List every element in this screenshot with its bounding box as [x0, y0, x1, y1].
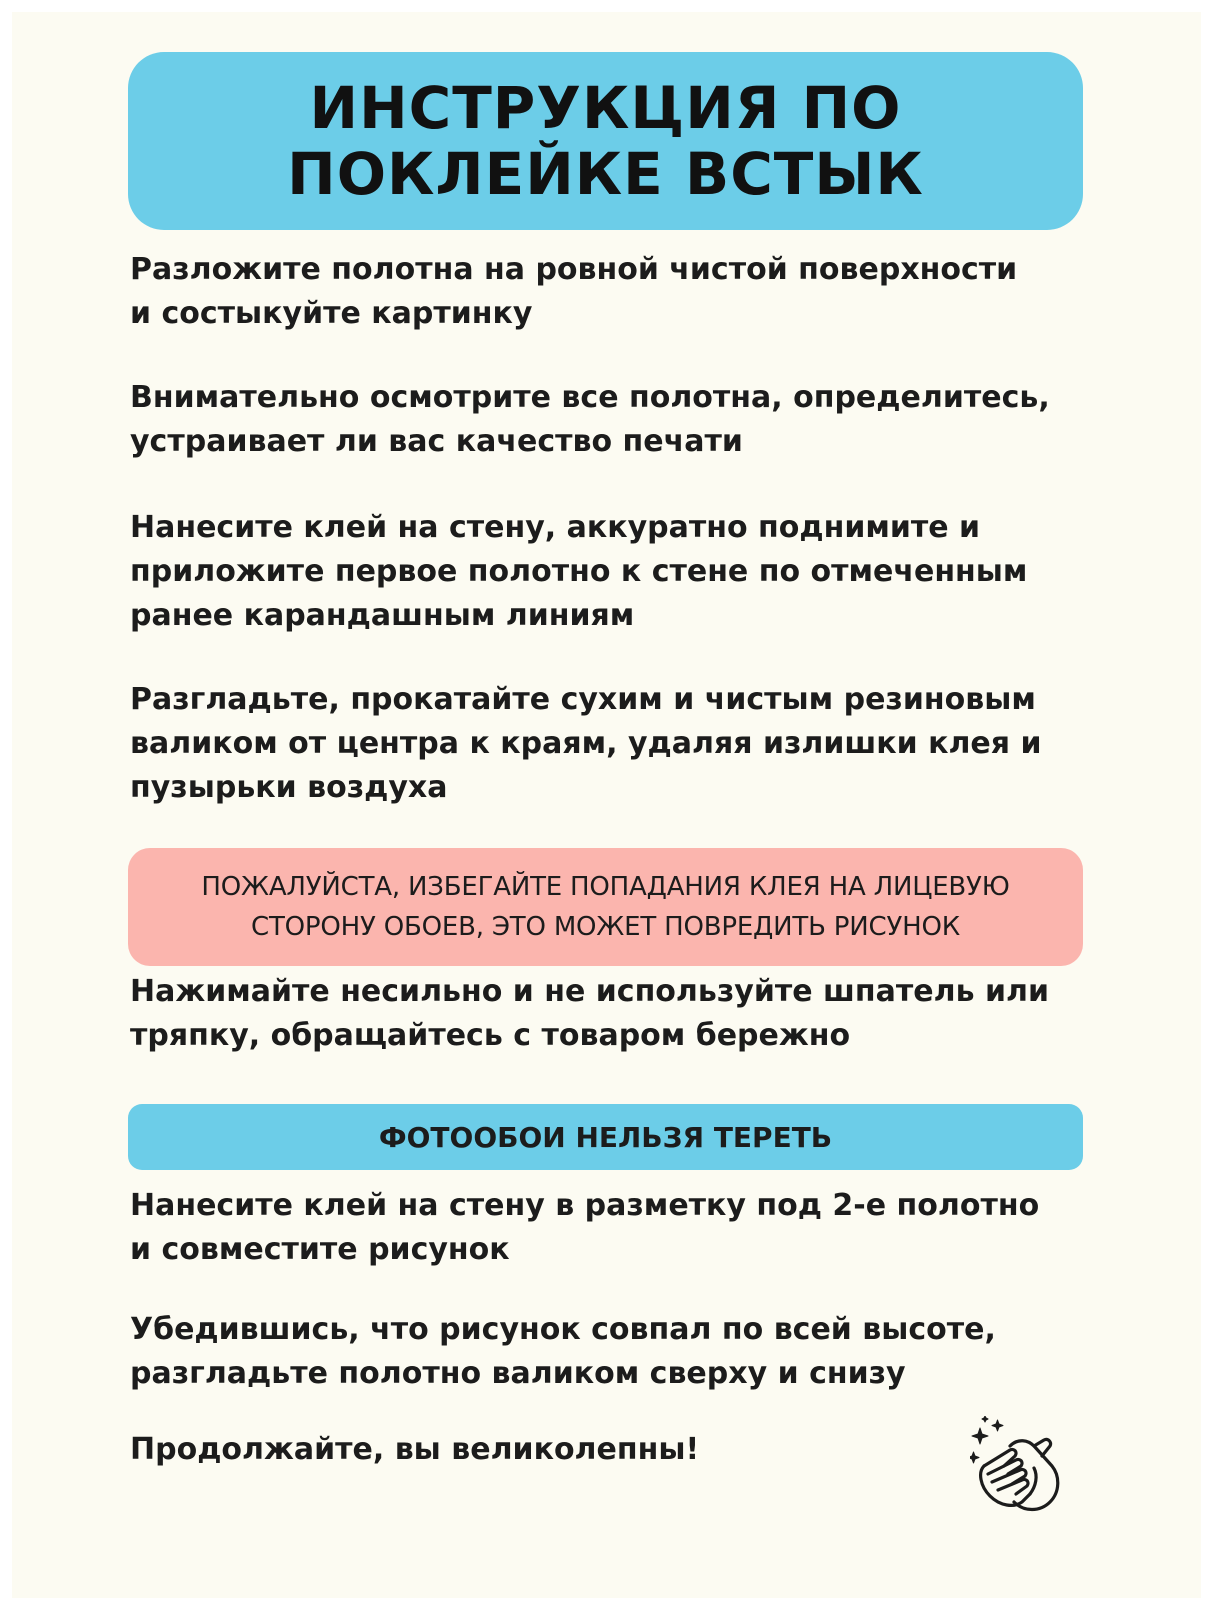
warning-line-1: ПОЖАЛУЙСТА, ИЗБЕГАЙТЕ ПОПАДАНИЯ КЛЕЯ НА ЛИЦЕВУЮ — [201, 872, 1010, 902]
step-4-line-2: валиком от центра к краям, удаляя излишки клея и — [130, 726, 1042, 761]
step-3-text — [130, 506, 1027, 638]
step-7-text — [130, 1308, 996, 1396]
note-banner — [128, 1104, 1083, 1170]
step-1-text — [130, 248, 1017, 336]
title-line-1: ИНСТРУКЦИЯ ПО — [309, 74, 902, 142]
step-1-line-1: Разложите полотна на ровной чистой поверхности — [130, 252, 1018, 287]
step-2-text — [130, 376, 1050, 464]
step-8-text — [130, 1428, 699, 1472]
instruction-poster — [12, 12, 1201, 1598]
title-banner — [128, 52, 1083, 230]
step-6-line-1: Нанесите клей на стену в разметку под 2-е полотно — [130, 1188, 1040, 1223]
step-5-text — [130, 970, 1049, 1058]
warning-banner — [128, 848, 1083, 966]
note-text: ФОТООБОИ НЕЛЬЗЯ ТЕРЕТЬ — [378, 1120, 833, 1154]
step-2-line-2: устраивает ли вас качество печати — [130, 424, 743, 459]
step-2-line-1: Внимательно осмотрите все полотна, определитесь, — [130, 380, 1050, 415]
step-1-line-2: и состыкуйте картинку — [130, 296, 533, 331]
step-5-line-2: тряпку, обращайтесь с товаром бережно — [130, 1018, 851, 1053]
step-7-line-2: разгладьте полотно валиком сверху и снизу — [130, 1356, 906, 1391]
step-4-text — [130, 678, 1041, 810]
step-6-line-2: и совместите рисунок — [130, 1232, 510, 1267]
step-3-line-3: ранее карандашным линиям — [130, 598, 635, 633]
clapping-hands-icon — [970, 1416, 1070, 1516]
title-line-2: ПОКЛЕЙКЕ ВСТЫК — [287, 140, 924, 208]
step-6-text — [130, 1184, 1039, 1272]
step-3-line-1: Нанесите клей на стену, аккуратно поднимите и — [130, 510, 981, 545]
step-4-line-1: Разгладьте, прокатайте сухим и чистым резиновым — [130, 682, 1036, 717]
step-7-line-1: Убедившись, что рисунок совпал по всей высоте, — [130, 1312, 996, 1347]
step-5-line-1: Нажимайте несильно и не используйте шпатель или — [130, 974, 1050, 1009]
step-4-line-3: пузырьки воздуха — [130, 770, 448, 805]
warning-line-2: СТОРОНУ ОБОЕВ, ЭТО МОЖЕТ ПОВРЕДИТЬ РИСУНОК — [250, 912, 960, 942]
step-3-line-2: приложите первое полотно к стене по отмеченным — [130, 554, 1028, 589]
step-8-line-1: Продолжайте, вы великолепны! — [130, 1432, 700, 1467]
